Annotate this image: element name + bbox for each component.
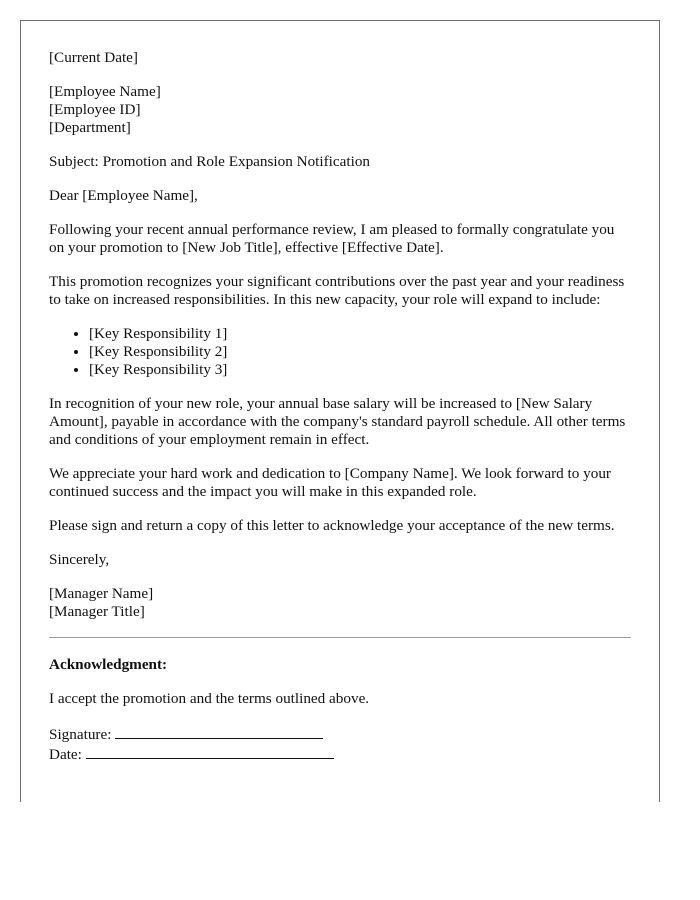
responsibilities-list — [49, 325, 631, 379]
manager-name: [Manager Name] — [49, 585, 154, 602]
employee-id: [Employee ID] — [49, 101, 141, 118]
sign-request-paragraph: Please sign and return a copy of this letter to acknowledge your acceptance of the new terms. — [49, 517, 615, 534]
current-date: [Current Date] — [49, 49, 138, 66]
letter-page — [20, 20, 660, 802]
salary-paragraph: In recognition of your new role, your annual base salary will be increased to [New Salary Amount], payable in accordance with the company's standard payroll schedule. All other terms and conditions of your employment remain in effect. — [49, 395, 626, 448]
salutation: Dear [Employee Name], — [49, 187, 198, 204]
responsibilities-intro-paragraph: This promotion recognizes your significant contributions over the past year and your readiness to take on increased responsibilities. In this new capacity, your role will expand to include: — [49, 273, 625, 308]
employee-name: [Employee Name] — [49, 83, 161, 100]
valediction: Sincerely, — [49, 551, 110, 568]
recipient-block — [49, 83, 631, 137]
intro-paragraph: Following your recent annual performance review, I am pleased to formally congratulate you on your promotion to [New Job Title], effective [Effective Date]. — [49, 221, 615, 256]
list-item: • [Key Responsibility 2] — [89, 343, 631, 361]
signature-row — [49, 724, 631, 744]
date-row — [49, 744, 631, 764]
list-item: • [Key Responsibility 3] — [89, 361, 631, 379]
signature-label: Signature: — [49, 726, 112, 743]
date-field[interactable] — [86, 744, 334, 759]
signature-block — [49, 585, 631, 621]
acknowledgment-heading: Acknowledgment: — [49, 656, 168, 673]
department: [Department] — [49, 119, 131, 136]
manager-title: [Manager Title] — [49, 603, 145, 620]
list-item: • [Key Responsibility 1] — [89, 325, 631, 343]
subject-line: Subject: Promotion and Role Expansion Notification — [49, 153, 371, 170]
appreciation-paragraph: We appreciate your hard work and dedication to [Company Name]. We look forward to your continued success and the impact you will make in this expanded role. — [49, 465, 611, 500]
signature-field[interactable] — [115, 724, 323, 739]
divider — [49, 637, 631, 638]
acknowledgment-statement: I accept the promotion and the terms outlined above. — [49, 690, 370, 707]
date-label: Date: — [49, 746, 82, 763]
